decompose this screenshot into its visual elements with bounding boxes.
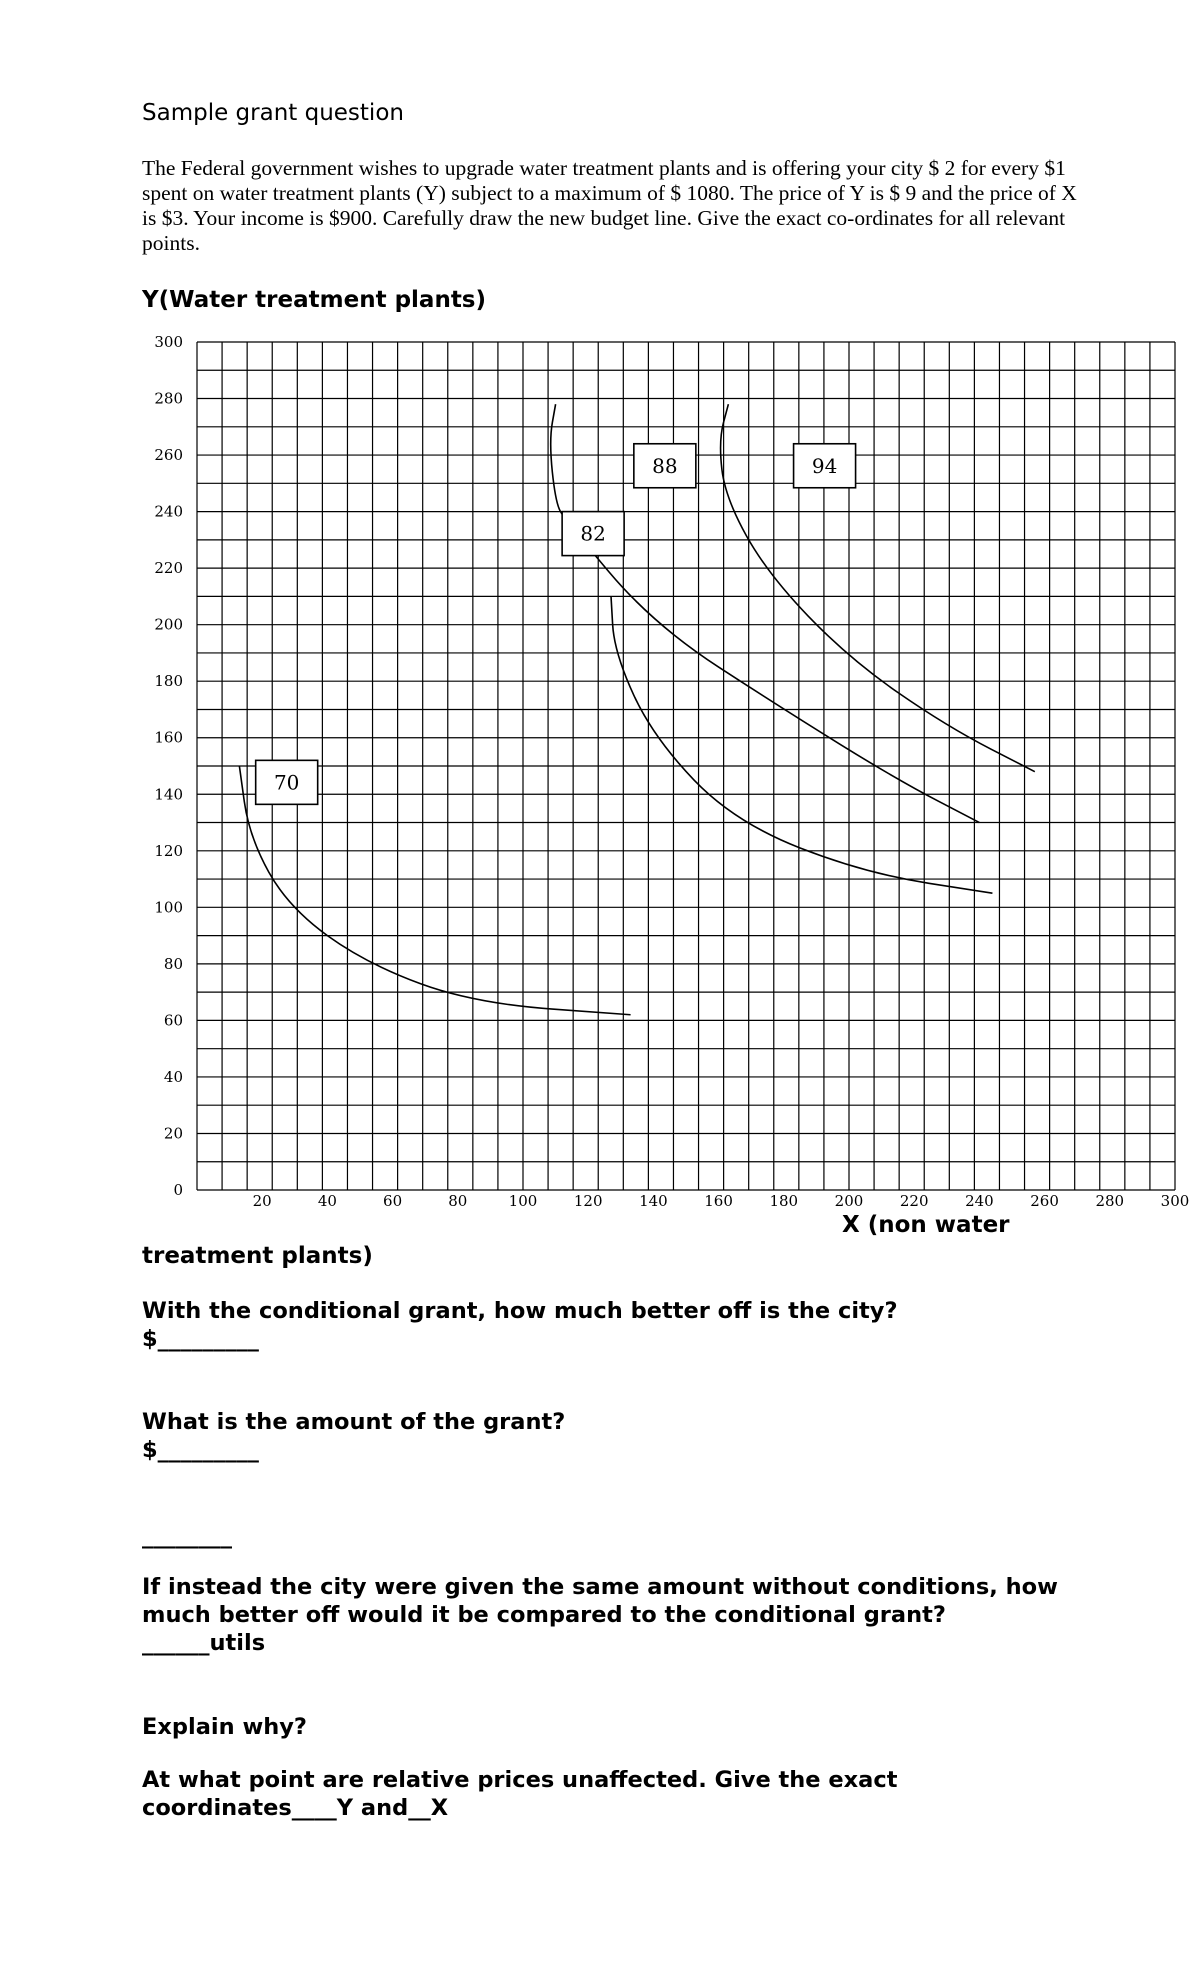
question-unconditional-text: If instead the city were given the same amount without conditions, how much better off would it be compared to the conditional grant?	[142, 1574, 1058, 1628]
x-tick-label: 280	[1095, 1192, 1125, 1210]
question-grant-amount	[142, 1408, 565, 1464]
y-tick-label: 200	[154, 615, 183, 634]
y-tick-label: 60	[163, 1011, 183, 1030]
y-tick-label: 240	[154, 502, 183, 521]
question-better-off	[142, 1297, 898, 1353]
x-tick-label: 260	[1030, 1192, 1059, 1210]
x-tick-label: 220	[899, 1192, 929, 1210]
curve-label-70: 70	[273, 770, 300, 795]
y-tick-label: 300	[154, 333, 183, 351]
x-tick-label: 240	[965, 1192, 994, 1210]
indifference-curve-82	[611, 596, 992, 893]
question-explain: Explain why?	[142, 1714, 307, 1740]
x-tick-label: 160	[704, 1192, 733, 1210]
indifference-curve-88	[551, 404, 980, 822]
y-tick-label: 80	[163, 954, 183, 973]
x-tick-label: 300	[1160, 1192, 1190, 1210]
answer-blank-line[interactable]: ________	[142, 1523, 232, 1549]
x-tick-label: 120	[573, 1192, 603, 1210]
answer-blank-grant-amount[interactable]: $_________	[142, 1437, 259, 1463]
curve-label-82: 82	[580, 521, 606, 546]
y-tick-label: 260	[154, 446, 183, 465]
x-tick-label: 180	[769, 1192, 799, 1210]
y-tick-label: 220	[154, 559, 183, 578]
y-tick-label: 160	[154, 728, 183, 747]
question-unconditional	[142, 1573, 1122, 1657]
x-axis-title: X (non water	[842, 1212, 1010, 1238]
y-tick-label: 0	[173, 1181, 183, 1199]
y-axis-title: Y(Water treatment plants)	[142, 287, 487, 313]
answer-blank-utils[interactable]: ______utils	[142, 1630, 266, 1656]
y-tick-label: 20	[163, 1124, 183, 1143]
x-tick-label: 40	[317, 1192, 337, 1210]
indifference-curve-94	[721, 404, 1035, 771]
question-better-off-text: With the conditional grant, how much better off is the city?	[142, 1298, 898, 1324]
curve-label-94: 94	[811, 453, 838, 478]
question-grant-amount-text: What is the amount of the grant?	[142, 1409, 566, 1435]
x-tick-label: 20	[252, 1192, 272, 1210]
y-tick-label: 120	[154, 841, 183, 860]
curve-label-88: 88	[652, 453, 678, 478]
x-tick-label: 60	[383, 1192, 403, 1210]
answer-blank-better-off[interactable]: $_________	[142, 1326, 259, 1352]
question-intro: The Federal government wishes to upgrade water treatment plants and is offering your city $ 2 for every $1 spent on water treatment plants (Y) subject to a maximum of $ 1080. The price of Y is $ 9 and the price of X is $3. Your income is $900. Carefully draw the new budget line. Give the exact co-ordinates for all relevant points.	[142, 156, 1077, 255]
x-tick-label: 200	[834, 1192, 864, 1210]
y-tick-label: 100	[154, 898, 183, 917]
x-axis-title-continued: treatment plants)	[142, 1243, 373, 1269]
question-relative-prices: At what point are relative prices unaffected. Give the exact coordinates____Y and__X	[142, 1767, 898, 1821]
x-tick-label: 80	[448, 1192, 468, 1210]
page-heading: Sample grant question	[142, 100, 404, 126]
y-tick-label: 40	[163, 1067, 183, 1086]
y-tick-label: 280	[154, 389, 183, 408]
x-tick-label: 140	[639, 1192, 668, 1210]
y-tick-label: 140	[154, 785, 183, 804]
x-tick-label: 100	[508, 1192, 538, 1210]
y-tick-label: 180	[154, 672, 183, 691]
